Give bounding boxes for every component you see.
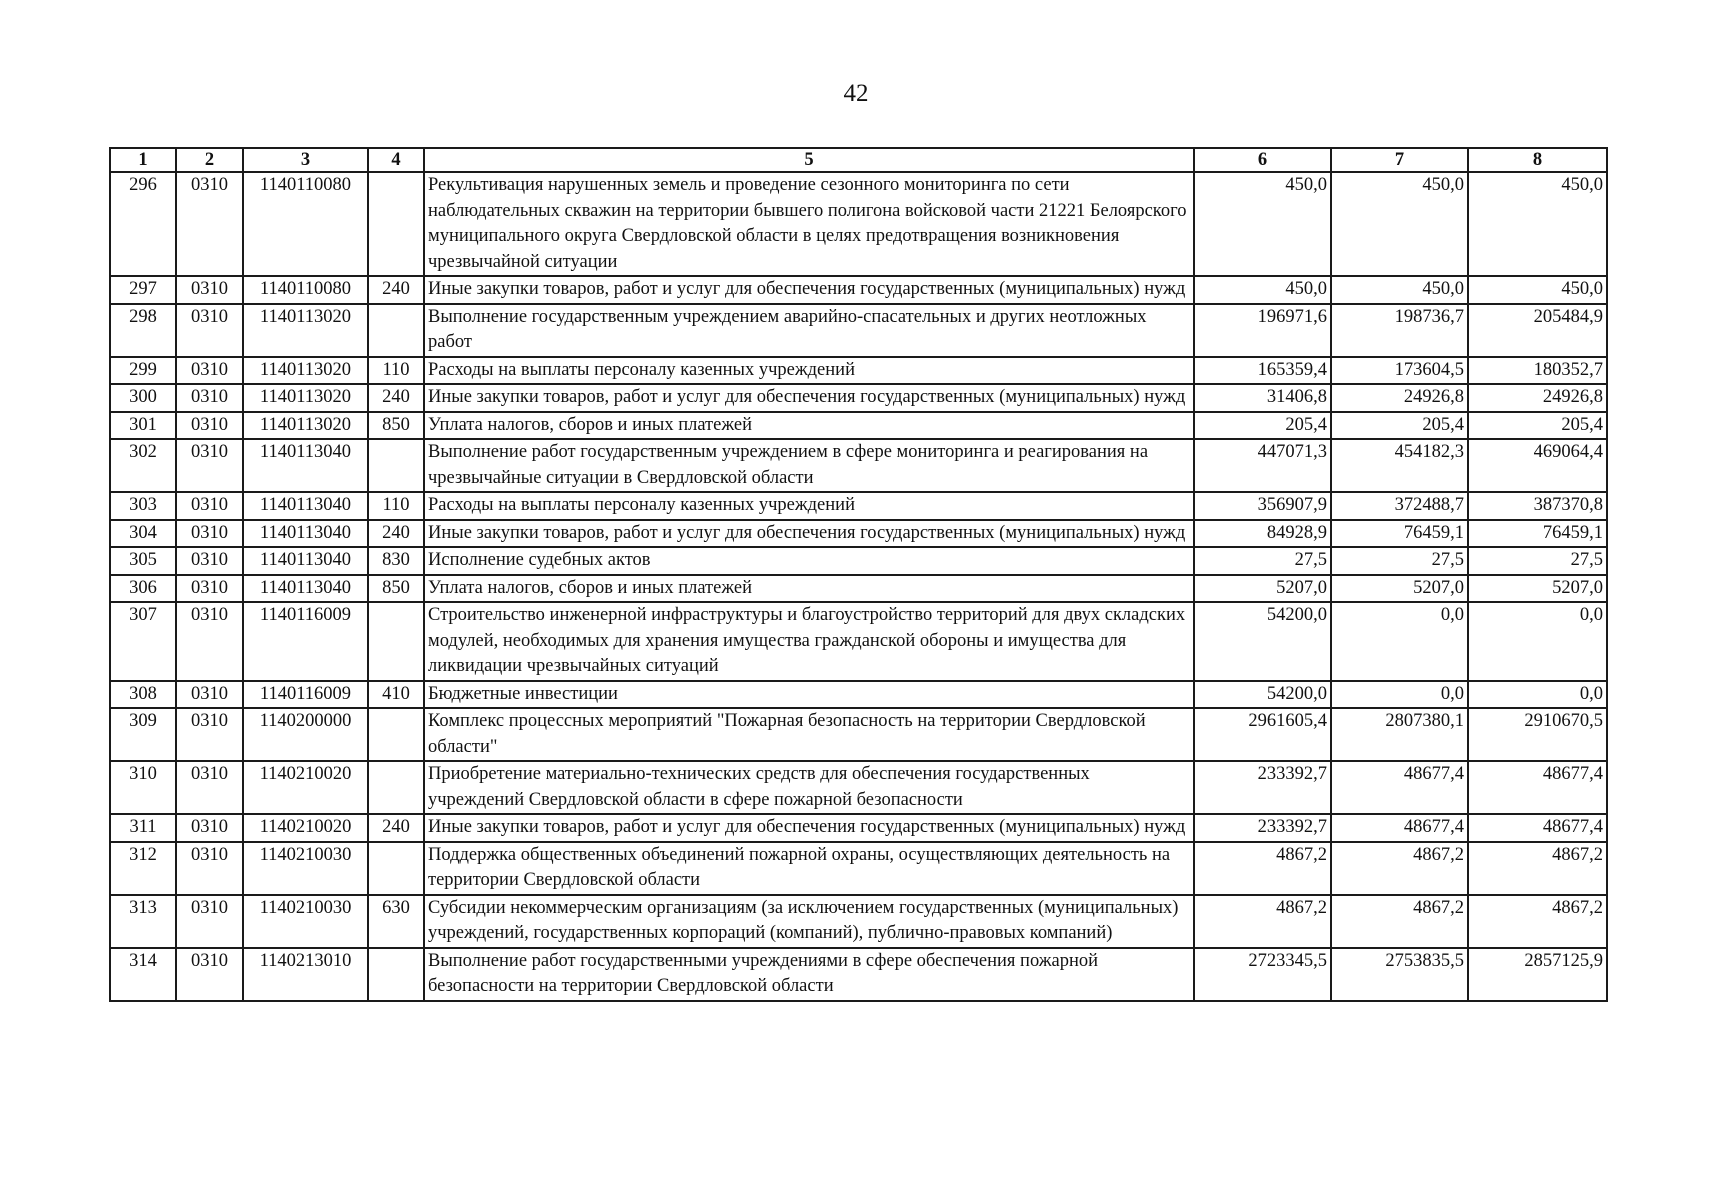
amount-col6-cell: 233392,7 — [1194, 761, 1331, 814]
description-cell: Исполнение судебных актов — [424, 547, 1194, 575]
amount-col8-cell: 180352,7 — [1468, 357, 1607, 385]
section-code-cell: 0310 — [176, 439, 243, 492]
expense-type-cell — [368, 948, 424, 1001]
amount-col8-cell: 24926,8 — [1468, 384, 1607, 412]
section-code-cell: 0310 — [176, 575, 243, 603]
amount-col7-cell: 24926,8 — [1331, 384, 1468, 412]
amount-col8-cell: 48677,4 — [1468, 761, 1607, 814]
amount-col6-cell: 450,0 — [1194, 172, 1331, 276]
section-code-cell: 0310 — [176, 842, 243, 895]
target-code-cell: 1140116009 — [243, 681, 368, 709]
amount-col7-cell: 450,0 — [1331, 276, 1468, 304]
table-row — [110, 948, 1607, 1001]
table-row — [110, 814, 1607, 842]
row-number-cell: 307 — [110, 602, 176, 681]
section-code-cell: 0310 — [176, 814, 243, 842]
target-code-cell: 1140210020 — [243, 761, 368, 814]
expense-type-cell: 110 — [368, 492, 424, 520]
amount-col6-cell: 5207,0 — [1194, 575, 1331, 603]
target-code-cell: 1140113020 — [243, 304, 368, 357]
amount-col6-cell: 4867,2 — [1194, 842, 1331, 895]
column-header: 5 — [424, 148, 1194, 172]
amount-col6-cell: 233392,7 — [1194, 814, 1331, 842]
target-code-cell: 1140113020 — [243, 412, 368, 440]
description-cell: Поддержка общественных объединений пожарной охраны, осуществляющих деятельность на территории Свердловской области — [424, 842, 1194, 895]
section-code-cell: 0310 — [176, 492, 243, 520]
target-code-cell: 1140110080 — [243, 276, 368, 304]
table-row — [110, 492, 1607, 520]
description-cell: Выполнение работ государственными учреждениями в сфере обеспечения пожарной безопасности на территории Свердловской области — [424, 948, 1194, 1001]
amount-col6-cell: 2723345,5 — [1194, 948, 1331, 1001]
amount-col6-cell: 84928,9 — [1194, 520, 1331, 548]
section-code-cell: 0310 — [176, 412, 243, 440]
section-code-cell: 0310 — [176, 895, 243, 948]
amount-col7-cell: 454182,3 — [1331, 439, 1468, 492]
section-code-cell: 0310 — [176, 708, 243, 761]
row-number-cell: 303 — [110, 492, 176, 520]
description-cell: Иные закупки товаров, работ и услуг для обеспечения государственных (муниципальных) нужд — [424, 384, 1194, 412]
expense-type-cell: 630 — [368, 895, 424, 948]
target-code-cell: 1140113040 — [243, 547, 368, 575]
amount-col6-cell: 447071,3 — [1194, 439, 1331, 492]
amount-col8-cell: 5207,0 — [1468, 575, 1607, 603]
table-row — [110, 575, 1607, 603]
expense-type-cell — [368, 842, 424, 895]
description-cell: Выполнение государственным учреждением аварийно-спасательных и других неотложных работ — [424, 304, 1194, 357]
amount-col7-cell: 2807380,1 — [1331, 708, 1468, 761]
expense-type-cell: 830 — [368, 547, 424, 575]
amount-col7-cell: 27,5 — [1331, 547, 1468, 575]
row-number-cell: 306 — [110, 575, 176, 603]
row-number-cell: 305 — [110, 547, 176, 575]
amount-col7-cell: 450,0 — [1331, 172, 1468, 276]
amount-col8-cell: 0,0 — [1468, 681, 1607, 709]
table-row — [110, 602, 1607, 681]
row-number-cell: 304 — [110, 520, 176, 548]
table-row — [110, 412, 1607, 440]
amount-col7-cell: 4867,2 — [1331, 842, 1468, 895]
table-row — [110, 842, 1607, 895]
expense-type-cell — [368, 602, 424, 681]
amount-col7-cell: 48677,4 — [1331, 761, 1468, 814]
target-code-cell: 1140113020 — [243, 357, 368, 385]
section-code-cell: 0310 — [176, 547, 243, 575]
target-code-cell: 1140113040 — [243, 492, 368, 520]
table-row — [110, 276, 1607, 304]
amount-col8-cell: 2910670,5 — [1468, 708, 1607, 761]
amount-col6-cell: 450,0 — [1194, 276, 1331, 304]
table-row — [110, 520, 1607, 548]
description-cell: Уплата налогов, сборов и иных платежей — [424, 575, 1194, 603]
column-header: 3 — [243, 148, 368, 172]
table-row — [110, 681, 1607, 709]
amount-col6-cell: 54200,0 — [1194, 681, 1331, 709]
target-code-cell: 1140110080 — [243, 172, 368, 276]
description-cell: Комплекс процессных мероприятий "Пожарная безопасность на территории Свердловской области" — [424, 708, 1194, 761]
expense-type-cell: 110 — [368, 357, 424, 385]
column-header: 8 — [1468, 148, 1607, 172]
expense-type-cell: 410 — [368, 681, 424, 709]
row-number-cell: 312 — [110, 842, 176, 895]
amount-col6-cell: 31406,8 — [1194, 384, 1331, 412]
description-cell: Выполнение работ государственным учреждением в сфере мониторинга и реагирования на чрезвычайные ситуации в Свердловской области — [424, 439, 1194, 492]
amount-col6-cell: 165359,4 — [1194, 357, 1331, 385]
amount-col7-cell: 0,0 — [1331, 681, 1468, 709]
expense-type-cell: 240 — [368, 814, 424, 842]
amount-col8-cell: 2857125,9 — [1468, 948, 1607, 1001]
amount-col8-cell: 27,5 — [1468, 547, 1607, 575]
table-row — [110, 304, 1607, 357]
amount-col8-cell: 469064,4 — [1468, 439, 1607, 492]
expense-type-cell — [368, 304, 424, 357]
table-row — [110, 172, 1607, 276]
expense-type-cell: 240 — [368, 276, 424, 304]
target-code-cell: 1140113040 — [243, 575, 368, 603]
target-code-cell: 1140210020 — [243, 814, 368, 842]
column-header: 7 — [1331, 148, 1468, 172]
column-header: 2 — [176, 148, 243, 172]
table-row — [110, 547, 1607, 575]
amount-col6-cell: 356907,9 — [1194, 492, 1331, 520]
amount-col6-cell: 205,4 — [1194, 412, 1331, 440]
amount-col6-cell: 4867,2 — [1194, 895, 1331, 948]
description-cell: Строительство инженерной инфраструктуры и благоустройство территорий для двух складских модулей, необходимых для хранения имущества гражданской обороны и имущества для ликвидации чрезвычайных ситуаций — [424, 602, 1194, 681]
target-code-cell: 1140200000 — [243, 708, 368, 761]
section-code-cell: 0310 — [176, 602, 243, 681]
amount-col8-cell: 0,0 — [1468, 602, 1607, 681]
amount-col6-cell: 54200,0 — [1194, 602, 1331, 681]
column-header: 4 — [368, 148, 424, 172]
description-cell: Приобретение материально-технических средств для обеспечения государственных учреждений Свердловской области в сфере пожарной безопасности — [424, 761, 1194, 814]
section-code-cell: 0310 — [176, 761, 243, 814]
target-code-cell: 1140113020 — [243, 384, 368, 412]
amount-col8-cell: 4867,2 — [1468, 895, 1607, 948]
amount-col7-cell: 173604,5 — [1331, 357, 1468, 385]
row-number-cell: 297 — [110, 276, 176, 304]
section-code-cell: 0310 — [176, 276, 243, 304]
section-code-cell: 0310 — [176, 520, 243, 548]
amount-col6-cell: 2961605,4 — [1194, 708, 1331, 761]
expense-type-cell — [368, 439, 424, 492]
row-number-cell: 299 — [110, 357, 176, 385]
description-cell: Иные закупки товаров, работ и услуг для обеспечения государственных (муниципальных) нужд — [424, 814, 1194, 842]
expense-type-cell: 240 — [368, 520, 424, 548]
description-cell: Уплата налогов, сборов и иных платежей — [424, 412, 1194, 440]
amount-col7-cell: 0,0 — [1331, 602, 1468, 681]
amount-col7-cell: 48677,4 — [1331, 814, 1468, 842]
description-cell: Рекультивация нарушенных земель и проведение сезонного мониторинга по сети наблюдательных скважин на территории бывшего полигона войсковой части 21221 Белоярского муниципального округа Свердловской области в целях предотвращения возникновения чрезвычайной ситуации — [424, 172, 1194, 276]
table-row — [110, 357, 1607, 385]
row-number-cell: 313 — [110, 895, 176, 948]
table-row — [110, 384, 1607, 412]
column-header: 6 — [1194, 148, 1331, 172]
target-code-cell: 1140213010 — [243, 948, 368, 1001]
amount-col8-cell: 205484,9 — [1468, 304, 1607, 357]
table-row — [110, 708, 1607, 761]
amount-col8-cell: 450,0 — [1468, 276, 1607, 304]
target-code-cell: 1140113040 — [243, 520, 368, 548]
section-code-cell: 0310 — [176, 304, 243, 357]
amount-col7-cell: 372488,7 — [1331, 492, 1468, 520]
description-cell: Расходы на выплаты персоналу казенных учреждений — [424, 492, 1194, 520]
target-code-cell: 1140113040 — [243, 439, 368, 492]
amount-col8-cell: 76459,1 — [1468, 520, 1607, 548]
row-number-cell: 298 — [110, 304, 176, 357]
table-row — [110, 761, 1607, 814]
amount-col8-cell: 387370,8 — [1468, 492, 1607, 520]
row-number-cell: 309 — [110, 708, 176, 761]
target-code-cell: 1140210030 — [243, 895, 368, 948]
amount-col8-cell: 450,0 — [1468, 172, 1607, 276]
row-number-cell: 301 — [110, 412, 176, 440]
row-number-cell: 314 — [110, 948, 176, 1001]
target-code-cell: 1140116009 — [243, 602, 368, 681]
amount-col8-cell: 48677,4 — [1468, 814, 1607, 842]
table-row — [110, 895, 1607, 948]
amount-col7-cell: 5207,0 — [1331, 575, 1468, 603]
row-number-cell: 302 — [110, 439, 176, 492]
table-header-row — [110, 148, 1607, 172]
expense-type-cell — [368, 761, 424, 814]
target-code-cell: 1140210030 — [243, 842, 368, 895]
row-number-cell: 308 — [110, 681, 176, 709]
expense-type-cell: 240 — [368, 384, 424, 412]
amount-col7-cell: 198736,7 — [1331, 304, 1468, 357]
amount-col7-cell: 2753835,5 — [1331, 948, 1468, 1001]
amount-col7-cell: 4867,2 — [1331, 895, 1468, 948]
amount-col6-cell: 196971,6 — [1194, 304, 1331, 357]
description-cell: Иные закупки товаров, работ и услуг для обеспечения государственных (муниципальных) нужд — [424, 520, 1194, 548]
page-number: 42 — [843, 80, 869, 107]
amount-col8-cell: 205,4 — [1468, 412, 1607, 440]
amount-col6-cell: 27,5 — [1194, 547, 1331, 575]
section-code-cell: 0310 — [176, 357, 243, 385]
row-number-cell: 300 — [110, 384, 176, 412]
description-cell: Расходы на выплаты персоналу казенных учреждений — [424, 357, 1194, 385]
description-cell: Субсидии некоммерческим организациям (за исключением государственных (муниципальных) учреждений, государственных корпораций (компаний), публично-правовых компаний) — [424, 895, 1194, 948]
amount-col8-cell: 4867,2 — [1468, 842, 1607, 895]
section-code-cell: 0310 — [176, 172, 243, 276]
table-row — [110, 439, 1607, 492]
description-cell: Бюджетные инвестиции — [424, 681, 1194, 709]
amount-col7-cell: 205,4 — [1331, 412, 1468, 440]
expense-type-cell — [368, 172, 424, 276]
expense-type-cell — [368, 708, 424, 761]
column-header: 1 — [110, 148, 176, 172]
expense-type-cell: 850 — [368, 575, 424, 603]
table-body — [110, 172, 1607, 1001]
row-number-cell: 311 — [110, 814, 176, 842]
section-code-cell: 0310 — [176, 681, 243, 709]
expense-type-cell: 850 — [368, 412, 424, 440]
budget-table — [109, 147, 1608, 1002]
row-number-cell: 296 — [110, 172, 176, 276]
row-number-cell: 310 — [110, 761, 176, 814]
description-cell: Иные закупки товаров, работ и услуг для обеспечения государственных (муниципальных) нужд — [424, 276, 1194, 304]
section-code-cell: 0310 — [176, 384, 243, 412]
section-code-cell: 0310 — [176, 948, 243, 1001]
amount-col7-cell: 76459,1 — [1331, 520, 1468, 548]
